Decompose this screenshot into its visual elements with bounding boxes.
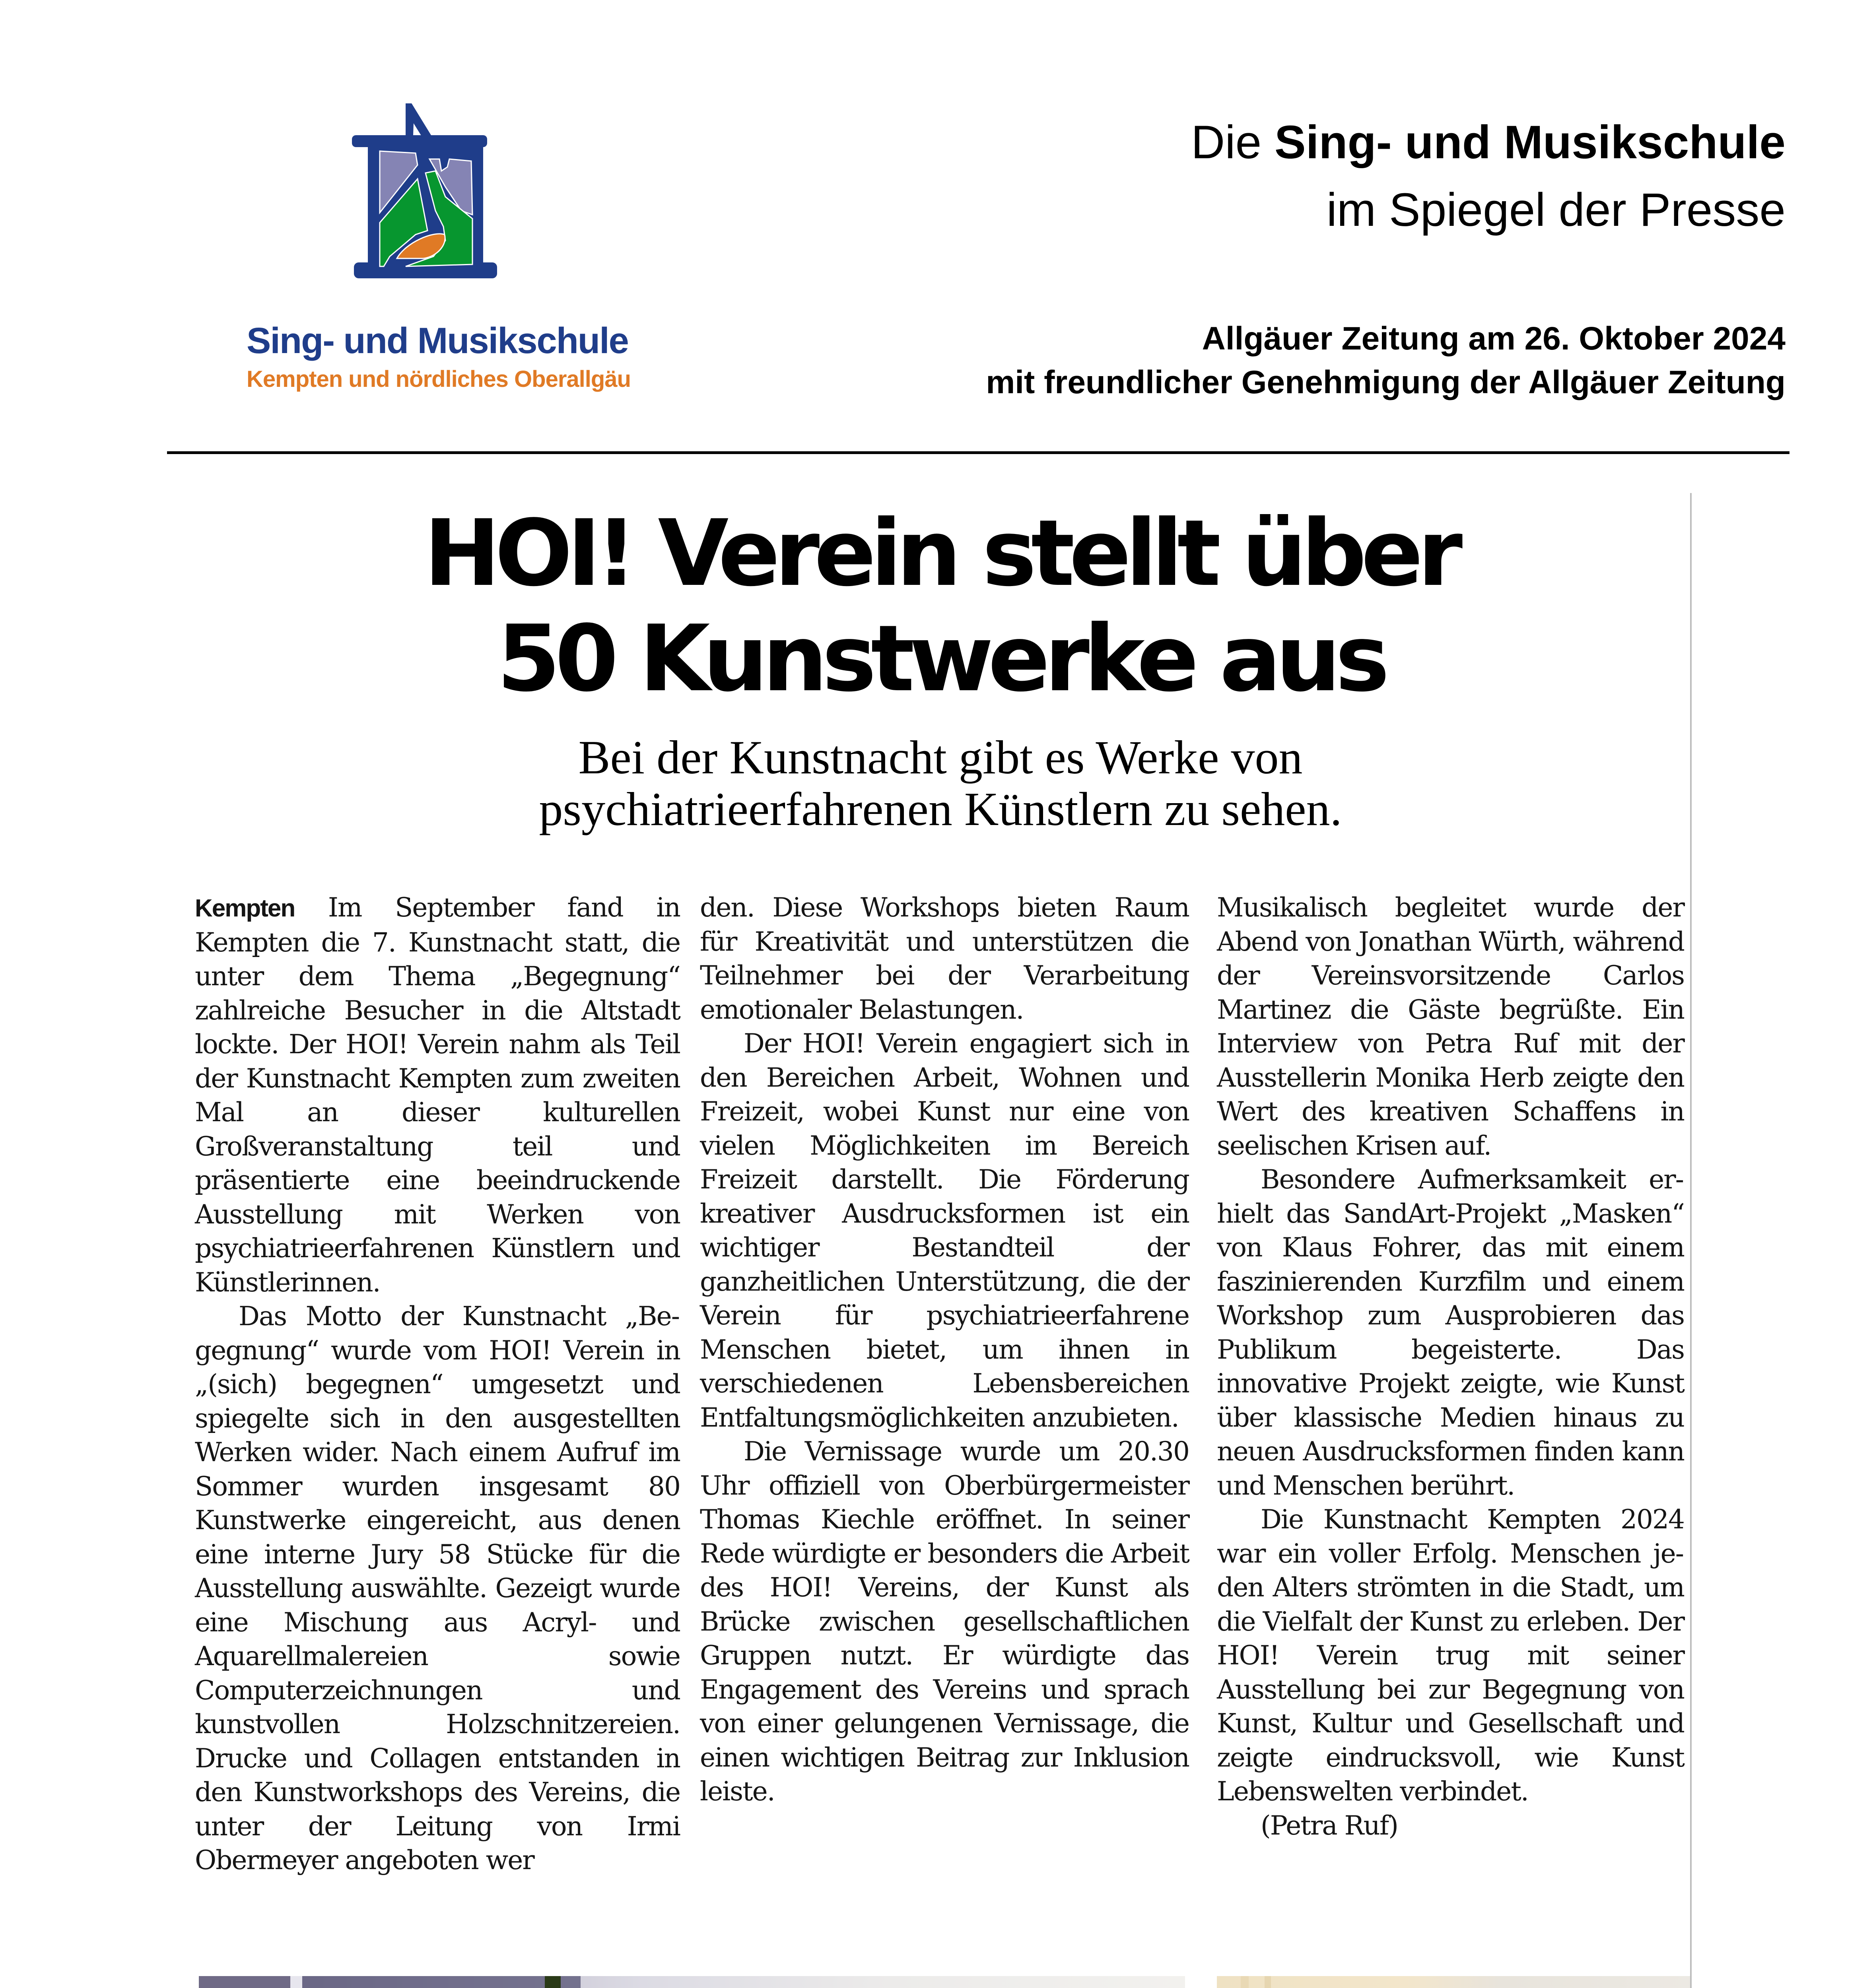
- paragraph: Das Motto der Kunstnacht „Begegnung“ wurde vom HOI! Verein in „(sich) begegnen“ umgesetzt und spiegelte sich in den ausgestellten Werken wider. Nach einem Aufruf im Sommer wurden insgesamt 80 Kunstwerke eingereicht, aus denen eine interne Jury 58 Stücke für die Ausstellung auswählte. Gezeigt wurde eine Mischung aus Acryl- und Aquarellmalereien sowie Computerzeichnungen und kunstvollen Holzschnitzereien. Drucke und Collagen entstanden in den Kunstworkshops des Vereins, die unter der Leitung von Irmi Obermeyer angeboten wer: [195, 1301, 680, 1875]
- headline-line-1: HOI! Verein stellt über: [424, 501, 1457, 607]
- subhead-line-1: Bei der Kunstnacht gibt es Werke von: [578, 731, 1303, 784]
- handshake-photo: [199, 1976, 1185, 1988]
- header-divider: [167, 451, 1789, 454]
- article-subheadline: [191, 732, 1690, 835]
- school-logo: [235, 95, 696, 398]
- handshake-photo-illustration: [199, 1976, 1185, 1988]
- subhead-line-2: psychiatrieerfahrenen Künstlern zu sehen.: [539, 782, 1342, 835]
- author-credit: (Petra Ruf): [1261, 1810, 1398, 1841]
- paragraph: [195, 891, 680, 1299]
- paragraph-text: Im September fand in Kempten die 7. Kunstnacht statt, die unter dem Thema „Begegnung“ zahlreiche Besucher in die Altstadt lockte. Der HOI! Verein nahm als Teil der Kunstnacht Kempten zum zweiten Mal an dieser kulturellen Großveranstaltung teil und präsentierte eine beeindruckende Ausstellung mit Werken von psychiatrieerfahrenen Künstlern und Künstlerinnen.: [195, 892, 680, 1298]
- press-source: Allgäuer Zeitung am 26. Oktober 2024: [1202, 320, 1786, 357]
- article-column-1: [195, 891, 680, 1877]
- header-title-school: Sing- und Musikschule: [1275, 116, 1786, 169]
- article-column-2: [700, 891, 1189, 1809]
- header-title-prefix: Die: [1191, 116, 1275, 169]
- newspaper-clipping: [191, 493, 1692, 1988]
- paragraph: Die Vernissage wurde um 20.30 Uhr offiziell von Oberbürgermeister Thomas Kiechle eröffnet. In seiner Rede würdigte er besonders die Arbeit des HOI! Vereins, der Kunst als Brücke zwischen gesellschaftlichen Gruppen nutzt. Er würdigte das Engagement des Vereins und sprach von einer gelungenen Vernissage, die einen wichtigen Beitrag zur Inklusion leiste.: [700, 1436, 1189, 1807]
- logo-title: Sing- und Musikschule: [247, 320, 628, 361]
- headline-line-2: 50 Kunstwerke aus: [497, 606, 1384, 712]
- paragraph: den. Diese Workshops bieten Raum für Kreativität und unterstützen die Teilnehmer bei der Verarbeitung emotionaler Belastungen.: [700, 892, 1189, 1025]
- paragraph: Besondere Aufmerksamkeit erhielt das SandArt-Projekt „Masken“ von Klaus Fohrer, das mit einem faszinierenden Kurzfilm und einem Workshop zum Ausprobieren das Publikum begeisterte. Das innovative Projekt zeigte, wie Kunst über klassische Medien hinaus zu neuen Ausdrucksformen finden kann und Menschen berührt.: [1217, 1164, 1684, 1501]
- press-permission: mit freundlicher Genehmigung der Allgäuer Zeitung: [986, 364, 1786, 400]
- logo-subtitle: Kempten und nördliches Oberallgäu: [247, 366, 631, 392]
- paragraph: Der HOI! Verein engagiert sich in den Bereichen Arbeit, Wohnen und Freizeit, wobei Kunst nur eine von vielen Möglichkeiten im Bereich Freizeit darstellt. Die Förderung kreativer Ausdrucksformen ist ein wichtiger Bestandteil der ganzheitlichen Unterstützung, die der Verein für psychiatrieerfahrene Menschen bietet, um ihnen in verschiedenen Lebensbereichen Entfaltungsmöglichkeiten anzubieten.: [700, 1028, 1189, 1433]
- music-note-logo-icon: [346, 99, 585, 314]
- paragraph: Die Kunstnacht Kempten 2024 war ein voller Erfolg. Menschen jeden Alters strömten in die Stadt, um die Vielfalt der Kunst zu erleben. Der HOI! Verein trug mit seiner Ausstellung bei zur Begegnung von Kunst, Kultur und Gesellschaft und zeigte eindrucksvoll, wie Kunst Lebenswelten verbindet.: [1217, 1504, 1684, 1807]
- handpan-player-photo: [1217, 1976, 1690, 1988]
- header-subtitle: im Spiegel der Presse: [1326, 184, 1786, 236]
- article-column-3: [1217, 891, 1684, 1842]
- dateline: Kempten: [195, 895, 295, 922]
- header-title: [1191, 115, 1786, 169]
- paragraph: Musikalisch begleitet wurde der Abend von Jonathan Würth, während der Vereinsvorsitzende Carlos Martinez die Gäste begrüßte. Ein Interview von Petra Ruf mit der Ausstellerin Monika Herb zeigte den Wert des kreativen Schaffens in seelischen Krisen auf.: [1217, 892, 1684, 1161]
- article-headline: [191, 501, 1690, 712]
- handpan-photo-illustration: [1217, 1976, 1690, 1988]
